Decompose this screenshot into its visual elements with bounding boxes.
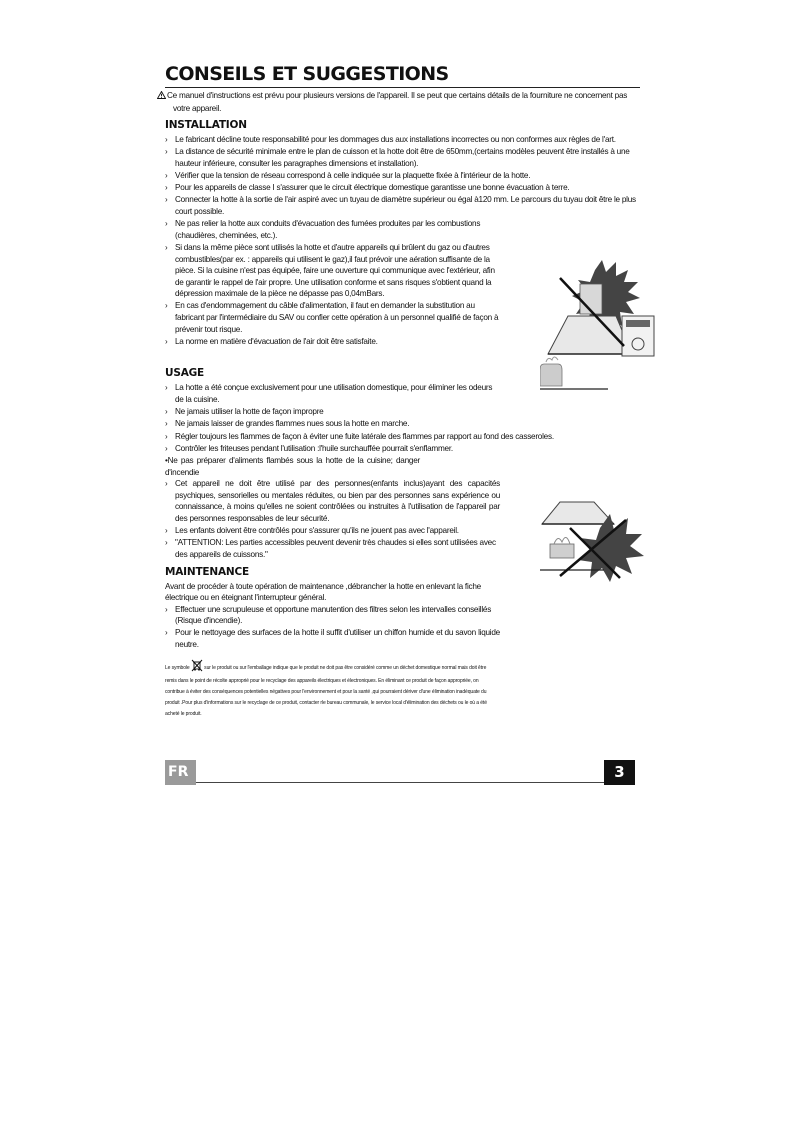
list-item: › Connecter la hotte à la sortie de l'air aspiré avec un tuyau de diamètre supérieur ou égal à120 mm. Le parcours du tuyau doit être le plus court possible. <box>165 194 640 217</box>
list-item: › Ne pas relier la hotte aux conduits d'évacuation des fumées produites par les combustions (chaudières, cheminées, etc.). <box>165 218 500 241</box>
language-tab: FR <box>165 760 196 785</box>
list-item: › Contrôler les friteuses pendant l'utilisation :l'huile surchauffée pourrait s'enflammer. <box>165 443 640 455</box>
list-item: › Les enfants doivent être contrôlés pour s'assurer qu'ils ne jouent pas avec l'appareil. <box>165 525 640 537</box>
list-item: › La hotte a été conçue exclusivement pour une utilisation domestique, pour éliminer les odeurs de la cuisine. <box>165 382 500 405</box>
list-item: › Ne jamais laisser de grandes flammes nues sous la hotte en marche. <box>165 418 640 430</box>
crossed-bin-icon <box>191 659 203 677</box>
list-item: › Ne jamais utiliser la hotte de façon impropre <box>165 406 640 418</box>
maintenance-intro: Avant de procéder à toute opération de maintenance ,débrancher la hotte en enlevant la fiche électrique ou en éteignant l'interrupteur général. <box>165 581 481 603</box>
intro-note-text: Ce manuel d'instructions est prévu pour plusieurs versions de l'appareil. Il se peut que certains détails de la fourniture ne concernent pas votre appareil. <box>167 91 628 113</box>
page-title: CONSEILS ET SUGGESTIONS <box>165 62 640 88</box>
list-item: › Le fabricant décline toute responsabilité pour les dommages dus aux installations incorrectes ou non conformes aux règles de l'art. <box>165 134 640 146</box>
usage-heading: USAGE <box>165 367 205 380</box>
maintenance-heading: MAINTENANCE <box>165 565 249 578</box>
disposal-prefix: Le symbole <box>165 664 190 671</box>
list-item: › Effectuer une scrupuleuse et opportune manutention des filtres selon les intervalles conseillés (Risque d'incendie). <box>165 604 500 627</box>
list-item: › Si dans la même pièce sont utilisés la hotte et d'autre appareils qui brûlent du gaz ou d'autres combustibles(par ex. : appareils qui utilisent le gaz),il faut prévoir une aération suffisante de la pièce. Si la cuisine n'est pas équipée, faire une ouverture qui communique avec l'extérieur, afin de garantir le rappel de l'air propre. Une utilisation conforme et sans risques s'obtient quand la dépression maximale de la pièce ne dépasse pas 0,04mBars. <box>165 242 500 300</box>
flambe-prohibited-illustration <box>540 488 650 593</box>
list-item: › En cas d'endommagement du câble d'alimentation, il faut en demander la substitution au fabricant par l'intermédiaire du SAV ou confier cette opération à un personnel qualifié de façon à prévenir tout risque. <box>165 300 500 335</box>
list-item: › Pour les appareils de classe I s'assurer que le circuit électrique domestique garantisse une bonne évacuation à terre. <box>165 182 640 194</box>
intro-note <box>165 90 640 114</box>
warning-triangle-icon <box>165 91 166 103</box>
installation-heading: INSTALLATION <box>165 119 247 131</box>
flambe-warning: •Ne pas préparer d'aliments flambés sous la hotte de la cuisine; danger d'incendie <box>165 455 420 477</box>
maintenance-list <box>165 604 640 651</box>
disposal-notice <box>165 659 490 720</box>
list-item: › "ATTENTION: Les parties accessibles peuvent devenir très chaudes si elles sont utilisées avec des appareils de cuissons." <box>165 537 500 560</box>
disposal-text: sur le produit ou sur l'emballage indique que le produit ne doit pas être considéré comme un déchet domestique normal mais doit être remis dans le point de récolte approprié pour le recyclage des appareils électriques et électroniques. En éliminant ce produit de façon appropriée, on contribue à éviter des conséquences potentielles négatives pour l'environnement et pour la santé ,qui pourraient dériver d'une élimination inadéquate du produit .Pour plus d'informations sur le recyclage de ce produit, contacter rle bureau communale, le service local d'élimination des déchets ou le où a été acheté le produit. <box>165 664 487 717</box>
list-item: › La norme en matière d'évacuation de l'air doit être satisfaite. <box>165 336 500 348</box>
page-number: 3 <box>604 760 635 785</box>
list-item: › Vérifier que la tension de réseau correspond à celle indiquée sur la plaquette fixée à l'intérieur de la hotte. <box>165 170 640 182</box>
list-item: › La distance de sécurité minimale entre le plan de cuisson et la hotte doit être de 650mm,(certains modèles peuvent être installés à une hauteur inférieure, consulter les paragraphes dimensions et installation). <box>165 146 640 169</box>
hood-boiler-illustration <box>540 258 660 403</box>
list-item: › Cet appareil ne doit être utilisé par des personnes(enfants inclus)ayant des capacités psychiques, sensorielles ou mentales réduites, ou bien par des personnes sans expérience ou connaissance, à moins qu'elles ne soient contrôlées ou instruites à l'utilisation de l'appareil par des personnes responsables de leur sécurité. <box>165 478 500 524</box>
footer-divider <box>196 782 604 783</box>
list-item: › Pour le nettoyage des surfaces de la hotte il suffit d'utiliser un chiffon humide et du savon liquide neutre. <box>165 627 500 650</box>
list-item: › Régler toujours les flammes de façon à éviter une fuite latérale des flammes par rapport au fond des casseroles. <box>165 431 640 443</box>
